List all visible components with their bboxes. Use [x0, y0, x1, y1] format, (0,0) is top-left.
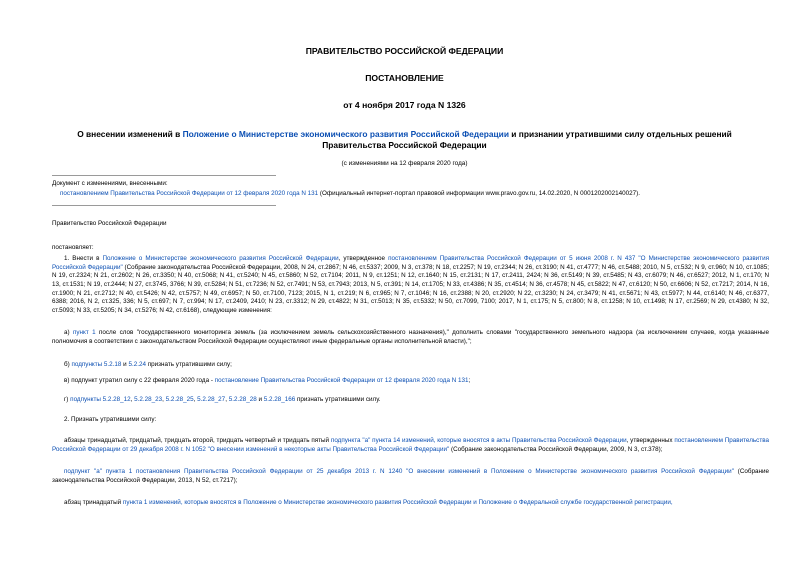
separator: , [162, 395, 166, 403]
text: и [256, 395, 264, 403]
text: , утвержденных [626, 436, 675, 444]
paragraph-item-2-3 [40, 499, 769, 508]
title-text-post: и признании утратившими силу отдельных решений Правительства Российской Федерации [322, 129, 732, 150]
amendments-source [52, 189, 769, 199]
paragraph-item-g [40, 396, 769, 405]
paragraph-item-b [40, 361, 769, 370]
text: ; [468, 377, 471, 385]
amendment-publication: (Официальный интернет-портал правовой информации www.pravo.gov.ru, 14.02.2020, N 0001202002140027). [318, 190, 640, 197]
text: абзацы тринадцатый, тридцатый, тридцать второй, тридцать четвертый и тридцать пятый [64, 436, 331, 444]
paragraph-item-2-1 [40, 437, 769, 454]
text: абзац тринадцатый [64, 499, 123, 507]
text: (Собрание законодательства Российской Федерации, 2008, N 24, ст.2867; N 46, ст.5337; 2009, N 3, ст.378; N 18, ст.2257; N 19, ст.2344; N 26, ст.3190; N 41, ст.4777; N 46, ст.5488; 2010, N 5, ст.532; N 9, ст.960; N 10, ст.1085; N 19, ст.2324; N 21, ст.2602; N 26, ст.3350; N 40, ст.5068; N 41, ст.5240; N 45, ст.5860; N 52, ст.7104; 2011, N 9, ст.1251; N 12, ст.1640; N 15, ст.2131; N 17, ст.2411, 2424; N 36, ст.5149; N 39, ст.5485; N 43, ст.6079; N 46, ст.6527; 2012, N 1, ст.170; N 13, ст.1531; N 19, ст.2444; N 27, ст.3745, 3766; N 39, ст.5284; N 51, ст.7236; N 52, ст.7491; N 53, ст.7943; 2013, N 5, ст.391; N 14, ст.1705; N 33, ст.4386; N 35, ст.4514; N 36, ст.4578; N 45, ст.5822; N 47, ст.6120; N 50, ст.6606; N 52, ст.7217; 2014, N 16, ст.1900; N 21, ст.2712; N 40, ст.5426; N 42, ст.5757; N 49, ст.6957; N 50, ст.7100, 7123; 2015, N 1, ст.219; N 6, ст.965; N 7, ст.1046; N 16, ст.2388; N 20, ст.2920; N 22, ст.3230; N 24, ст.3479; N 41, ст.5671; N 43, ст.5977; N 44, ст.6140; N 46, ст.6377, 6388; 2016, N 2, ст.325, 336; N 5, ст.697; N 7, ст.994; N 17, ст.2409, 2410; N 23, ст.3312; N 29, ст.4822; N 31, ст.5013; N 35, ст.5332; N 50, ст.7099, 7100; 2017, N 1, ст.175; N 5, ст.800; N 8, ст.1258; N 10, ст.1498; N 17, ст.2569; N 29, ст.4380; N 32, ст.5093; N 33, ст.5205; N 34, ст.5276; N 42, ст.6168), следующие изменения: [52, 263, 769, 314]
regulation-link[interactable]: Положение о Министерстве экономического развития Российской Федерации [102, 255, 339, 263]
amendments-label: Документ с изменениями, внесенными: [52, 180, 168, 187]
changes-point-1-link[interactable]: пункта 1 изменений, которые вносятся в Положение о Министерстве экономического развития Российской Федерации и Положение о Федеральной службе государственной регистрации, [122, 499, 673, 507]
paragraph-item-2: 2. Признать утратившими силу: [64, 416, 157, 424]
paragraph-item-2-2 [40, 468, 769, 485]
document-title [40, 129, 769, 151]
subpoint-5-2-28-25-link[interactable]: 5.2.28_25 [165, 395, 194, 403]
subpoint-5-2-28-12-link[interactable]: подпункты 5.2.28_12 [70, 395, 131, 403]
revision-date: (с изменениями на 12 февраля 2020 года) [341, 160, 468, 167]
divider-top [52, 175, 276, 176]
decides-label: постановляет: [52, 243, 94, 251]
point-1-link[interactable]: пункт 1 [72, 329, 96, 337]
text: а) [64, 329, 73, 337]
title-text-pre: О внесении изменений в [77, 129, 183, 139]
text: г) [64, 395, 71, 403]
subpoint-5-2-28-166-link[interactable]: 5.2.28_166 [263, 395, 296, 403]
text: (Собрание законодательства Российской Федерации, 2009, N 3, ст.378); [449, 445, 663, 453]
separator: , [225, 395, 229, 403]
paragraph-item-v [40, 377, 769, 386]
amendment-link[interactable]: постановлением Правительства Российской Федерации от 12 февраля 2020 года N 131 [60, 190, 319, 197]
text: и [121, 360, 129, 368]
text: после слов "государственного мониторинга земель (за исключением земель сельскохозяйственного назначения)," дополнить словами "государственного земельного надзора (за исключением случаев, когда указанные полномочия в соответствии с законодательством Российской Федерации осуществляют иные федеральные органы исполнительной власти),"; [52, 329, 769, 345]
resolution-1052-link[interactable]: постановлением Правительства Российской Федерации от 29 декабря 2008 г. N 1052 "О внесении изменений в некоторые акты Правительства Российской Федерации" [52, 436, 769, 453]
paragraph-item-a [40, 329, 769, 346]
divider-bottom [52, 205, 276, 206]
title-link[interactable]: Положение о Министерстве экономического развития Российской Федерации [182, 129, 509, 139]
resolution-1240-link[interactable]: подпункт "а" пункта 1 постановления Правительства Российской Федерации от 25 декабря 2013 г. N 1240 "О внесении изменений в Положение о Министерстве экономического развития Российской Федерации" [64, 468, 734, 476]
subpoint-5-2-24-link[interactable]: 5.2.24 [128, 360, 146, 368]
subpoint-5-2-28-27-link[interactable]: 5.2.28_27 [197, 395, 226, 403]
text: (Собрание законодательства Российской Федерации, 2013, N 52, ст.7217); [52, 468, 769, 484]
subpoint-5-2-28-23-link[interactable]: 5.2.28_23 [134, 395, 163, 403]
subpoint-5-2-18-link[interactable]: подпункты 5.2.18 [71, 360, 122, 368]
paragraph-item-1 [40, 255, 769, 315]
text: в) подпункт утратил силу с 22 февраля 2020 года - [64, 377, 215, 385]
date-number-heading: от 4 ноября 2017 года N 1326 [343, 100, 466, 110]
subpoint-5-2-28-28-link[interactable]: 5.2.28_28 [228, 395, 257, 403]
amendments-note [52, 179, 769, 199]
text: б) [64, 360, 72, 368]
document-type-heading: ПОСТАНОВЛЕНИЕ [365, 73, 444, 83]
separator: , [130, 395, 135, 403]
text: 1. Внести в [64, 255, 103, 263]
resolution-131-link[interactable]: постановление Правительства Российской Федерации от 12 февраля 2020 года N 131 [214, 377, 469, 385]
text: , утвержденное [338, 255, 389, 263]
resolution-437-link[interactable]: постановлением Правительства Российской Федерации от 5 июня 2008 г. N 437 "О Министерстве экономического развития Российской Федерации" [52, 255, 769, 271]
text: признать утратившими силу. [295, 395, 381, 403]
separator: , [193, 395, 198, 403]
issuing-authority: Правительство Российской Федерации [52, 220, 167, 227]
text: признать утратившими силу; [145, 360, 232, 368]
government-heading: ПРАВИТЕЛЬСТВО РОССИЙСКОЙ ФЕДЕРАЦИИ [305, 46, 504, 56]
point-14-link[interactable]: подпункта "а" пункта 14 изменений, которые вносятся в акты Правительства Российской Федерации [330, 436, 627, 444]
